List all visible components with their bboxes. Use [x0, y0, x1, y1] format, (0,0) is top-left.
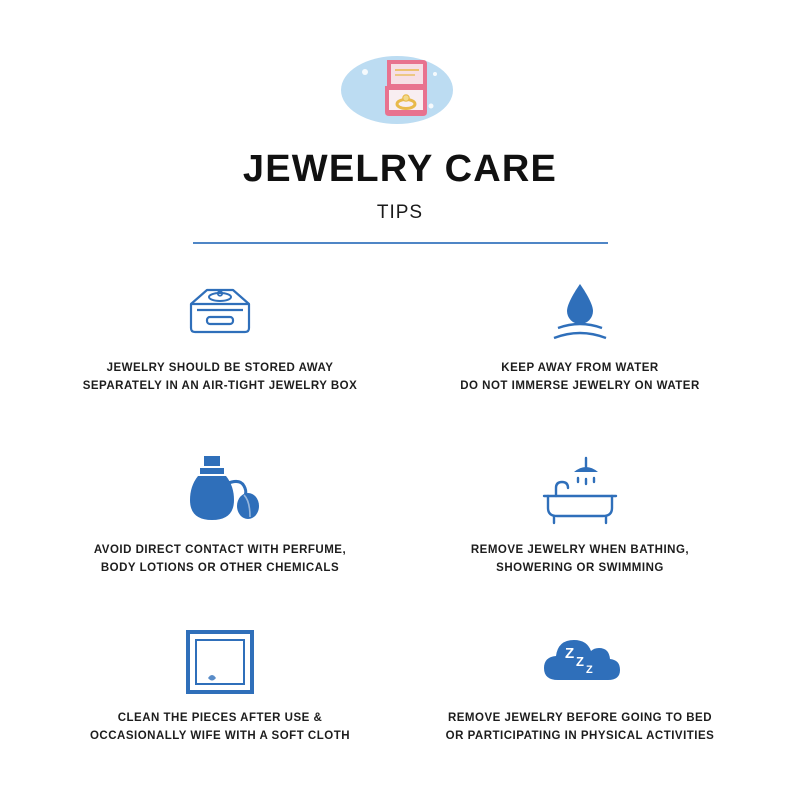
page-title: JEWELRY CARE [242, 148, 558, 190]
tip-item [400, 446, 760, 618]
tip-item [40, 274, 400, 446]
tip-line: DO NOT IMMERSE JEWELRY ON WATER [460, 379, 700, 392]
tip-item [40, 618, 400, 790]
sleep-cloud-zzz-icon [532, 628, 628, 698]
tip-line: JEWELRY SHOULD BE STORED AWAY [106, 361, 334, 374]
svg-text:Z: Z [565, 644, 575, 662]
tip-line: KEEP AWAY FROM WATER [501, 361, 659, 374]
water-drop-icon [540, 278, 620, 348]
divider [193, 242, 608, 244]
tip-icon-wrap [174, 446, 266, 530]
tip-line: REMOVE JEWELRY WHEN BATHING, [470, 543, 690, 556]
tip-text [471, 542, 689, 578]
tip-line: AVOID DIRECT CONTACT WITH PERFUME, [93, 543, 347, 556]
tip-icon-wrap [540, 274, 620, 348]
tip-icon-wrap [180, 618, 260, 698]
tip-text [460, 360, 700, 396]
tip-icon-wrap [177, 274, 263, 348]
tip-line: SEPARATELY IN AN AIR-TIGHT JEWELRY BOX [82, 379, 358, 392]
tip-icon-wrap [532, 618, 628, 698]
tip-text [90, 710, 350, 746]
perfume-bottle-icon [174, 450, 266, 530]
tip-line: OR PARTICIPATING IN PHYSICAL ACTIVITIES [445, 729, 715, 742]
tip-line: SHOWERING OR SWIMMING [496, 561, 664, 574]
tips-grid [0, 274, 800, 790]
jewelry-box-icon [335, 46, 465, 138]
svg-text:Z: Z [576, 653, 584, 669]
cloth-icon [180, 626, 260, 698]
tip-text [94, 542, 346, 578]
tip-line: OCCASIONALLY WIFE WITH A SOFT CLOTH [89, 729, 351, 742]
tip-line: CLEAN THE PIECES AFTER USE & [117, 711, 323, 724]
tip-line: BODY LOTIONS OR OTHER CHEMICALS [100, 561, 340, 574]
tip-text [83, 360, 358, 396]
page-subtitle: TIPS [376, 201, 424, 223]
tip-item [40, 446, 400, 618]
tip-line: REMOVE JEWELRY BEFORE GOING TO BED [447, 711, 713, 724]
tip-item [400, 618, 760, 790]
svg-text:Z: Z [586, 663, 593, 676]
jewelry-box-icon [177, 284, 263, 348]
tip-item [400, 274, 760, 446]
header [0, 0, 800, 244]
tip-text [446, 710, 715, 746]
bathtub-shower-icon [534, 452, 626, 530]
tip-icon-wrap [534, 446, 626, 530]
